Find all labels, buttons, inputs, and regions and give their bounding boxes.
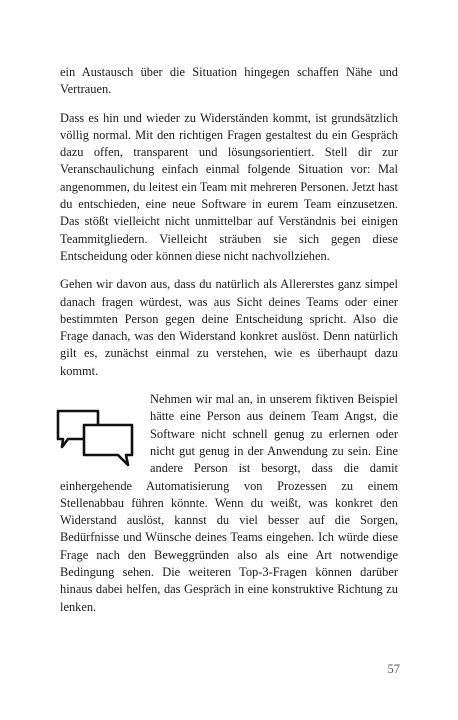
paragraph-3: Gehen wir davon aus, dass du natürlich als Allererstes ganz simpel danach fragen würdest, was aus Sicht deines Teams oder einer bestimmten Person gegen deine Entscheidung spricht. Also die Frage danach, was den Widerstand konkret auslöst. Denn natürlich gilt es, zunächst einmal zu verstehen, wie es überhaupt dazu kommt. bbox=[60, 277, 398, 378]
paragraph-1: ein Austausch über die Situation hingegen schaffen Nähe und Vertrauen. bbox=[60, 65, 398, 97]
page-number: 57 bbox=[387, 662, 400, 676]
paragraph-4: Nehmen wir mal an, in unserem fiktiven Beispiel hätte eine Person aus deinem Team Angst, die Software nicht schnell genug zu erlernen oder nicht gut genug in der Anwendung zu sein. Eine andere Person ist besorgt, dass die damit einhergehende Automatisierung von Prozessen zu einem Stellenabbau führen könnte. Wenn du weißt, was konkret den Widerstand auslöst, kannst du viel besser auf die Sorgen, Bedürfnisse und Wünsche deines Teams eingehen. Ich würde diese Frage nach den Beweggründen also als eine Art notwendige Bedingung sehen. Die weiteren Top-3-Fragen können darüber hinaus dabei helfen, das Gespräch in eine konstruktive Richtung zu lenken. bbox=[60, 392, 398, 614]
speech-bubbles-icon bbox=[54, 405, 142, 473]
callout-block bbox=[60, 391, 398, 616]
page-body bbox=[60, 64, 398, 627]
paragraph-2: Dass es hin und wieder zu Widerständen kommt, ist grundsätzlich völlig normal. Mit den richtigen Fragen gestaltest du ein Gespräch dazu offen, transparent und lösungsorientiert. Stell dir zur Veranschaulichung einfach einmal folgende Situation vor: Mal angenommen, du leitest ein Team mit mehreren Personen. Jetzt hast du entschieden, eine neue Software in eurem Team einzusetzen. Das stößt vielleicht nicht unmittelbar auf Verständnis bei einigen Teammitgliedern. Vielleicht sträuben sie sich gegen diese Entscheidung oder können diese nicht nachvollziehen. bbox=[60, 110, 398, 263]
